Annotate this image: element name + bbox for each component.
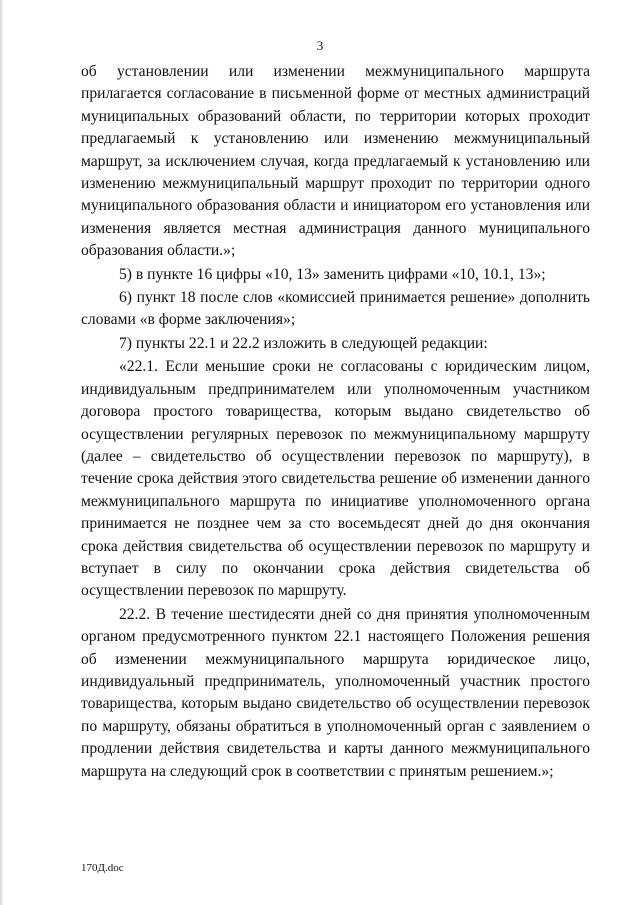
scan-edge <box>0 0 3 905</box>
paragraph-item-5: 5) в пункте 16 цифры «10, 13» заменить цифрами «10, 10.1, 13»; <box>119 265 546 283</box>
paragraph-continuation: об установлении или изменении межмуниципального маршрута прилагается согласование в письменной форме от местных администраций муниципальных образований области, по территории которых проходит предлагаемый к установлению или изменению межмуниципальный маршрут, за исключением случая, когда предлагаемый к установлению или изменению межмуниципальный маршрут проходит по территории одного муниципального образования области и инициатором его установления или изменения является местная администрация данного муниципального образования области.»; <box>81 63 590 260</box>
page-number: 3 <box>316 38 324 53</box>
footer-filename: 170Д.doc <box>81 862 124 874</box>
paragraph-22-2: 22.2. В течение шестидесяти дней со дня принятия уполномоченным органом предусмотренного пунктом 22.1 настоящего Положения решения об изменении межмуниципального маршрута юридическое лицо, индивидуальный предприниматель, уполномоченный участник простого товарищества, которым выдано свидетельство об осуществлении перевозок по маршруту, обязаны обратиться в уполномоченный орган с заявлением о продлении действия свидетельства и карты данного межмуниципального маршрута на следующий срок в соответствии с принятым решением.»; <box>81 605 590 780</box>
document-body <box>81 61 590 783</box>
paragraph-22-1: «22.1. Если меньшие сроки не согласованы с юридическим лицом, индивидуальным предпринимателем или уполномоченным участником договора простого товарищества, которым выдано свидетельство об осуществлении регулярных перевозок по межмуниципальному маршруту (далее – свидетельство об осуществлении перевозок по маршруту), в течение срока действия этого свидетельства решение об изменении данного межмуниципального маршрута по инициативе уполномоченного органа принимается не позднее чем за сто восемьдесят дней до дня окончания срока действия свидетельства об осуществлении перевозок по маршруту и вступает в силу по окончании срока действия свидетельства об осуществлении перевозок по маршруту. <box>81 358 590 600</box>
paragraph-item-7: 7) пункты 22.1 и 22.2 изложить в следующей редакции: <box>119 334 488 352</box>
paragraph-item-6: 6) пункт 18 после слов «комиссией принимается решение» дополнить словами «в форме заключения»; <box>81 289 590 329</box>
